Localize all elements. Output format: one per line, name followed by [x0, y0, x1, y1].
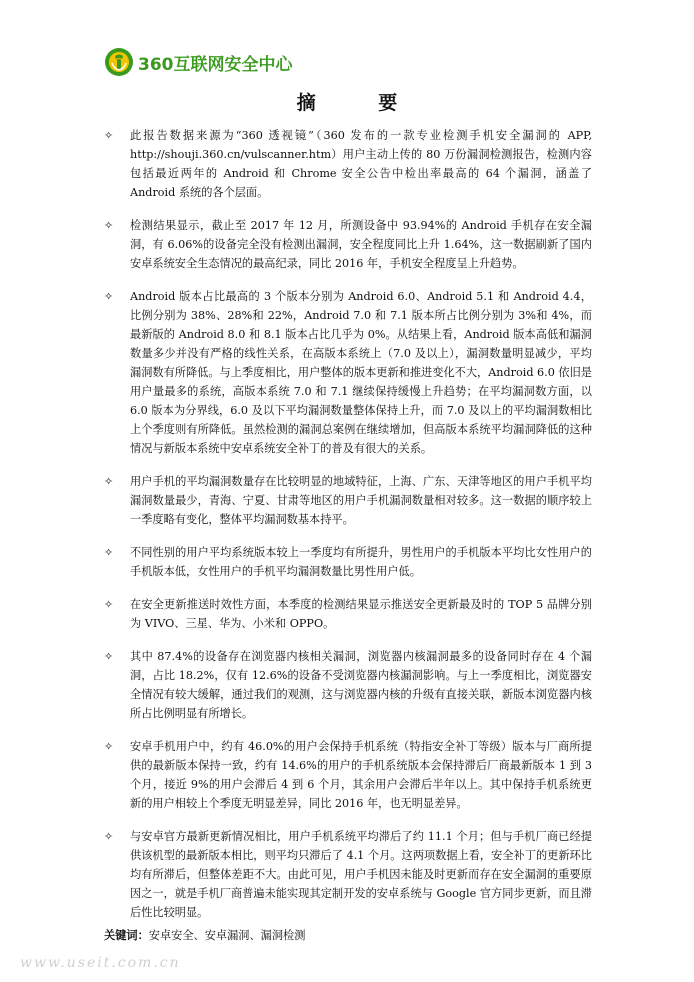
- bullet-text: 在安全更新推送时效性方面，本季度的检测结果显示推送安全更新最及时的 TOP 5 品牌分别为 VIVO、三星、华为、小米和 OPPO。: [130, 598, 592, 630]
- logo-text: 360互联网安全中心: [138, 54, 293, 75]
- summary-bullet-8: [104, 737, 592, 813]
- keywords-label: 关键词：: [104, 929, 149, 942]
- diamond-bullet-icon: ✧: [104, 598, 114, 611]
- bullet-text: 不同性别的用户平均系统版本较上一季度均有所提升，男性用户的手机版本平均比女性用户的手机版本低，女性用户的手机平均漏洞数量比男性用户低。: [130, 546, 592, 578]
- watermark: www.useit.com.cn: [20, 955, 181, 971]
- diamond-bullet-icon: ✧: [104, 290, 114, 303]
- summary-bullet-2: [104, 216, 592, 273]
- diamond-bullet-icon: ✧: [104, 475, 114, 488]
- summary-bullet-3: [104, 287, 592, 458]
- bullet-text: 检测结果显示，截止至 2017 年 12 月，所测设备中 93.94%的 Android 手机存在安全漏洞，有 6.06%的设备完全没有检测出漏洞，安全程度同比上升 1.64%，这一数据刷新了国内安卓系统安全生态情况的最高纪录，同比 2016 年，手机安全程度呈上升趋势。: [130, 219, 592, 270]
- bullet-text: 其中 87.4%的设备存在浏览器内核相关漏洞，浏览器内核漏洞最多的设备同时存在 4 个漏洞，占比 18.2%，仅有 12.6%的设备不受浏览器内核漏洞影响。与上一季度相比，浏览器安全情况有较大缓解，通过我们的观测，这与浏览器内核的升级有直接关联，新版本浏览器内核所占比例明显有所增长。: [130, 650, 592, 720]
- summary-bullet-7: [104, 647, 592, 723]
- summary-bullet-1: [104, 126, 592, 202]
- summary-bullet-9: [104, 827, 592, 922]
- keywords-line: [104, 926, 592, 945]
- summary-bullet-6: [104, 595, 592, 633]
- summary-content: [104, 126, 592, 945]
- diamond-bullet-icon: ✧: [104, 219, 114, 232]
- diamond-bullet-icon: ✧: [104, 546, 114, 559]
- bullet-text: 用户手机的平均漏洞数量存在比较明显的地域特征，上海、广东、天津等地区的用户手机平均漏洞数量最少，青海、宁夏、甘肃等地区的用户手机漏洞数量相对较多。这一数据的顺序较上一季度略有变化，整体平均漏洞数基本持平。: [130, 475, 592, 526]
- diamond-bullet-icon: ✧: [104, 129, 114, 142]
- report-header: [104, 46, 293, 78]
- diamond-bullet-icon: ✧: [104, 650, 114, 663]
- summary-bullet-5: [104, 543, 592, 581]
- diamond-bullet-icon: ✧: [104, 740, 114, 753]
- bullet-text: 与安卓官方最新更新情况相比，用户手机系统平均滞后了约 11.1 个月；但与手机厂商已经提供该机型的最新版本相比，则平均只滞后了 4.1 个月。这两项数据上看，安全补丁的更新环比均有所滞后，但整体差距不大。由此可见，用户手机因未能及时更新而存在安全漏洞的重要原因之一，就是手机厂商普遍未能实现其定制开发的安卓系统与 Google 官方同步更新，而且滞后性比较明显。: [130, 830, 592, 919]
- diamond-bullet-icon: ✧: [104, 830, 114, 843]
- summary-bullet-4: [104, 472, 592, 529]
- 360-logo-icon: [104, 47, 134, 77]
- page-title: 摘 要: [296, 92, 426, 114]
- bullet-text: 此报告数据来源为“360 透视镜”（360 发布的一款专业检测手机安全漏洞的 APP, http://shouji.360.cn/vulscanner.htm）用户主动上传的 80 万份漏洞检测报告，检测内容包括最近两年的 Android 和 Chrome 安全公告中检出率最高的 64 个漏洞，涵盖了 Android 系统的各个层面。: [130, 129, 592, 199]
- bullet-text: 安卓手机用户中，约有 46.0%的用户会保持手机系统（特指安全补丁等级）版本与厂商所提供的最新版本保持一致，约有 14.6%的用户的手机系统版本会保持滞后厂商最新版本 1 到 3 个月，接近 9%的用户会滞后 4 到 6 个月，其余用户会滞后半年以上。其中保持手机系统更新的用户相较上个季度无明显差异，同比 2016 年，也无明显差异。: [130, 740, 592, 810]
- bullet-text: Android 版本占比最高的 3 个版本分别为 Android 6.0、Android 5.1 和 Android 4.4，比例分别为 38%、28%和 22%，Android 7.0 和 7.1 版本所占比例分别为 3%和 4%，而最新版的 Android 8.0 和 8.1 版本占比几乎为 0%。从结果上看，Android 版本高低和漏洞数量多少并没有严格的线性关系，在高版本系统上（7.0 及以上），漏洞数量明显减少，平均漏洞数有所降低。与上季度相比，用户整体的版本更新和推进变化不大，Android 6.0 依旧是用户量最多的系统，高版本系统 7.0 和 7.1 继续保持缓慢上升趋势；在平均漏洞数方面，以 6.0 版本为分界线，6.0 及以下平均漏洞数量整体保持上升，而 7.0 及以上的平均漏洞数相比上个季度则有所降低。虽然检测的漏洞总案例在继续增加，但高版本系统平均漏洞降低的这种情况与新版本系统中安卓系统安全补丁的普及有很大的关系。: [130, 290, 592, 455]
- keywords-value: 安卓安全、安卓漏洞、漏洞检测: [148, 929, 306, 942]
